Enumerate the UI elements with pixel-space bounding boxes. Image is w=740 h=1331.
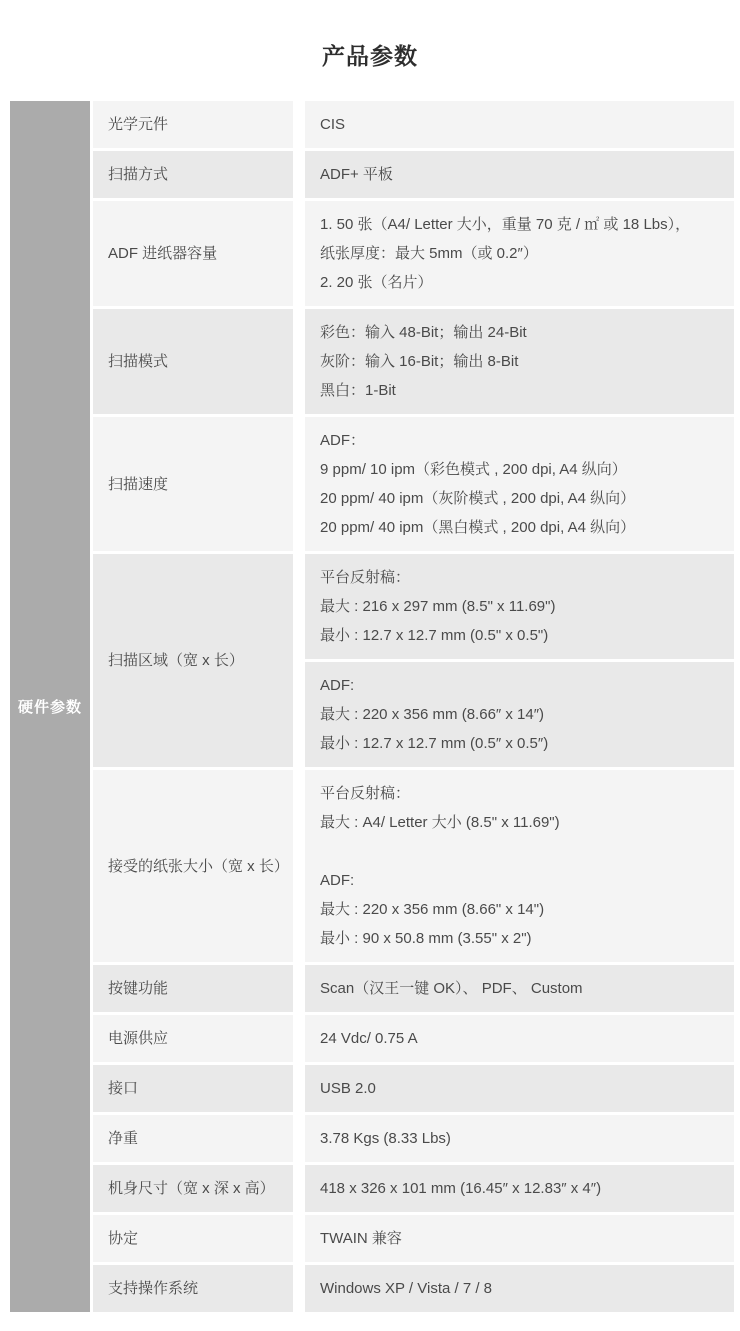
table-row [93, 309, 734, 414]
spec-value-cell [305, 151, 734, 198]
spec-value-group [305, 554, 734, 767]
spec-value-line: 纸张厚度：最大 5mm（或 0.2″） [320, 245, 538, 262]
spec-value-group [305, 1165, 734, 1212]
spec-value-line: 平台反射稿： [320, 569, 411, 586]
spec-label: 接口 [93, 1065, 293, 1112]
spec-value-cell [305, 1115, 734, 1162]
spec-label: 净重 [93, 1115, 293, 1162]
spec-value-cell [305, 662, 734, 767]
spec-label: ADF 进纸器容量 [93, 201, 293, 306]
spec-value-cell [305, 1015, 734, 1062]
spec-value-group [305, 417, 734, 551]
spec-rows [93, 101, 734, 1312]
spec-value-cell [305, 101, 734, 148]
table-row [93, 1065, 734, 1112]
spec-value-group [305, 151, 734, 198]
spec-label: 扫描区域（宽 x 长） [93, 554, 293, 767]
spec-value-line: Windows XP / Vista / 7 / 8 [320, 1280, 493, 1297]
table-row [93, 1165, 734, 1212]
spec-value-cell [305, 1065, 734, 1112]
table-row [93, 101, 734, 148]
spec-value-line: 灰阶：输入 16-Bit；输出 8-Bit [320, 353, 519, 370]
spec-label: 按键功能 [93, 965, 293, 1012]
spec-value-line: 20 ppm/ 40 ipm（灰阶模式 , 200 dpi, A4 纵向） [320, 490, 636, 507]
page-title: 产品参数 [322, 43, 418, 69]
spec-label: 接受的纸张大小（宽 x 长） [93, 770, 293, 962]
spec-value-group [305, 965, 734, 1012]
spec-table [10, 101, 734, 1312]
spec-label: 支持操作系统 [93, 1265, 293, 1312]
spec-value-line: CIS [320, 116, 346, 133]
spec-value-line: 最大 : A4/ Letter 大小 (8.5" x 11.69") [320, 814, 560, 831]
spec-value-line: 最小 : 90 x 50.8 mm (3.55" x 2") [320, 930, 532, 947]
spec-value-line: 418 x 326 x 101 mm (16.45″ x 12.83″ x 4″) [320, 1180, 602, 1197]
spec-value-cell [305, 1265, 734, 1312]
spec-value-cell [305, 1165, 734, 1212]
spec-value-cell [305, 965, 734, 1012]
spec-value-group [305, 1015, 734, 1062]
spec-value-group [305, 770, 734, 962]
spec-value-line: 最小 : 12.7 x 12.7 mm (0.5″ x 0.5″) [320, 735, 549, 752]
spec-label: 协定 [93, 1215, 293, 1262]
spec-value-line: 2. 20 张（名片） [320, 274, 433, 291]
spec-value-line: 20 ppm/ 40 ipm（黑白模式 , 200 dpi, A4 纵向） [320, 519, 636, 536]
spec-value-line: 最大 : 220 x 356 mm (8.66″ x 14″) [320, 706, 545, 723]
spec-value-group [305, 201, 734, 306]
spec-label: 扫描速度 [93, 417, 293, 551]
table-row [93, 770, 734, 962]
spec-label: 电源供应 [93, 1015, 293, 1062]
sidebar-group-label: 硬件参数 [17, 699, 82, 716]
spec-value-line: TWAIN 兼容 [320, 1230, 402, 1247]
spec-value-cell [305, 309, 734, 414]
spec-value-group [305, 1115, 734, 1162]
spec-value-line: 9 ppm/ 10 ipm（彩色模式 , 200 dpi, A4 纵向） [320, 461, 627, 478]
spec-value-line: 黑白：1-Bit [320, 382, 396, 399]
spec-value-line: 最大 : 216 x 297 mm (8.5" x 11.69") [320, 598, 556, 615]
spec-value-group [305, 1265, 734, 1312]
table-row [93, 201, 734, 306]
spec-value-line: 最小 : 12.7 x 12.7 mm (0.5" x 0.5") [320, 627, 549, 644]
table-row [93, 1265, 734, 1312]
table-row [93, 1115, 734, 1162]
spec-value-cell [305, 1215, 734, 1262]
table-row [93, 1215, 734, 1262]
spec-value-group [305, 1065, 734, 1112]
sidebar-group-hardware [10, 101, 90, 1312]
spec-value-line: USB 2.0 [320, 1080, 376, 1097]
table-row [93, 554, 734, 767]
spec-label: 扫描模式 [93, 309, 293, 414]
spec-value-line: 平台反射稿： [320, 785, 411, 802]
spec-value-group [305, 309, 734, 414]
spec-value-line: 最大 : 220 x 356 mm (8.66" x 14") [320, 901, 545, 918]
spec-value-group [305, 1215, 734, 1262]
spec-value-line: ADF: [320, 677, 355, 694]
table-row [93, 151, 734, 198]
spec-value-line: ADF+ 平板 [320, 166, 393, 183]
spec-value-line [320, 837, 724, 866]
spec-value-line: Scan（汉王一键 OK）、 PDF、 Custom [320, 980, 583, 997]
table-row [93, 965, 734, 1012]
spec-value-line: ADF: [320, 872, 355, 889]
spec-value-line: 1. 50 张（A4/ Letter 大小，重量 70 克 / ㎡ 或 18 Lbs）， [320, 216, 691, 233]
spec-value-line: ADF： [320, 432, 366, 449]
table-row [93, 1015, 734, 1062]
spec-value-line: 3.78 Kgs (8.33 Lbs) [320, 1130, 451, 1147]
spec-value-cell [305, 554, 734, 659]
spec-label: 机身尺寸（宽 x 深 x 高） [93, 1165, 293, 1212]
spec-label: 扫描方式 [93, 151, 293, 198]
spec-value-group [305, 101, 734, 148]
spec-label: 光学元件 [93, 101, 293, 148]
spec-value-cell [305, 417, 734, 551]
spec-value-line: 彩色：输入 48-Bit；输出 24-Bit [320, 324, 527, 341]
spec-value-cell [305, 201, 734, 306]
table-row [93, 417, 734, 551]
spec-value-line: 24 Vdc/ 0.75 A [320, 1030, 418, 1047]
spec-value-cell [305, 770, 734, 962]
